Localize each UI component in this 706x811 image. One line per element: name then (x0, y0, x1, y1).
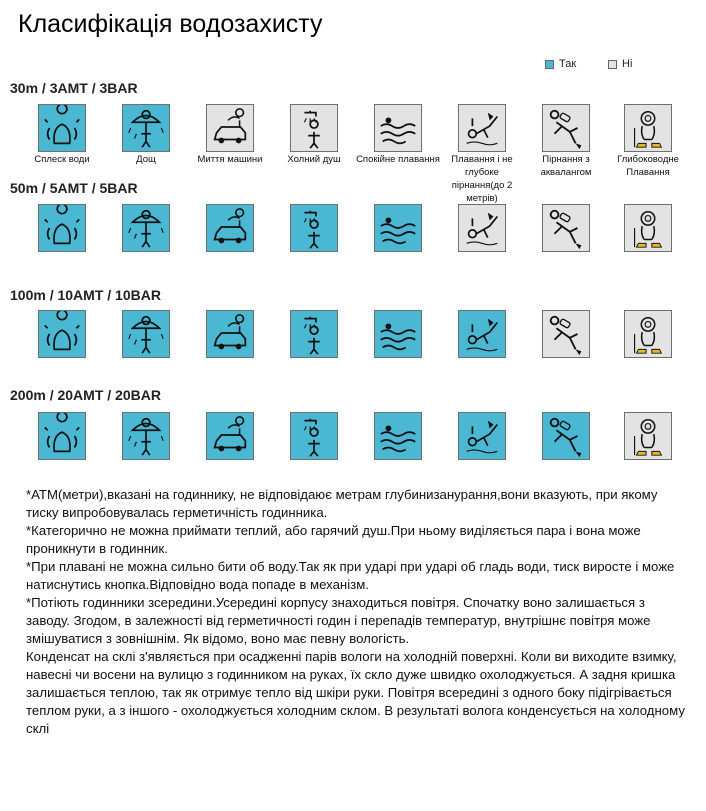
car-wash-icon-svg (207, 105, 253, 151)
activity-caption: Плавання і не глубоке пірнання(до 2 метрів) (451, 154, 513, 204)
deep-diving-icon (624, 204, 672, 252)
rain-icon-svg (123, 205, 169, 251)
car-wash-icon (206, 310, 254, 358)
cold-shower-icon (290, 310, 338, 358)
scuba-diving-icon-svg (543, 105, 589, 151)
page-title: Класифікація водозахисту (18, 10, 323, 38)
scuba-diving-icon-svg (543, 311, 589, 357)
note-atm: *АТМ(метри),вказані на годиннику, не відповідаює метрам глубинизанурання,вони вказують, при якому тиску випробовувалась герметичність годинника. (26, 487, 658, 520)
scuba-diving-icon-svg (543, 205, 589, 251)
water-splash-icon (38, 412, 86, 460)
calm-swimming-icon-svg (375, 205, 421, 251)
deep-diving-icon-svg (625, 311, 671, 357)
water-splash-icon-svg (39, 105, 85, 151)
scuba-diving-icon (542, 104, 590, 152)
deep-diving-icon-svg (625, 413, 671, 459)
car-wash-icon-svg (207, 205, 253, 251)
car-wash-icon (206, 204, 254, 252)
snorkeling-icon-svg (459, 311, 505, 357)
calm-swimming-icon (374, 310, 422, 358)
water-splash-icon-svg (39, 311, 85, 357)
deep-diving-icon (624, 104, 672, 152)
rain-icon-svg (123, 413, 169, 459)
cold-shower-icon-svg (291, 205, 337, 251)
activity-caption: Миття машини (197, 154, 263, 165)
cold-shower-icon (290, 412, 338, 460)
cold-shower-icon-svg (291, 105, 337, 151)
rain-icon (122, 104, 170, 152)
activity-caption: Дощ (136, 154, 156, 165)
water-splash-icon (38, 104, 86, 152)
legend-no-label: Ні (622, 58, 633, 70)
rain-icon-svg (123, 311, 169, 357)
row-label: 30m / 3AMT / 3BAR (10, 80, 138, 96)
row-label: 100m / 10AMT / 10BAR (10, 287, 161, 303)
scuba-diving-icon (542, 412, 590, 460)
note-condensation: Конденсат на склі з'являється при осадженні парів вологи на холодній поверхні. Коли ви виходите взимку, навесні чи восени на вулицю з годинником на руках, їх скло дуже швидко охолоджується. А задня кришка залишається теплою, так як отримує тепло від шкіри руки. Повітря всередині з одного боку підігрівається теплом руки, а з іншого - охолоджується холодним склом. В результаті волога конденсується на холодному склі (26, 649, 685, 736)
legend-no (608, 58, 632, 70)
calm-swimming-icon-svg (375, 413, 421, 459)
water-splash-icon (38, 204, 86, 252)
scuba-diving-icon (542, 310, 590, 358)
snorkeling-icon (458, 204, 506, 252)
row-label: 50m / 5AMT / 5BAR (10, 180, 138, 196)
water-splash-icon (38, 310, 86, 358)
rain-icon (122, 412, 170, 460)
car-wash-icon (206, 412, 254, 460)
snorkeling-icon-svg (459, 205, 505, 251)
snorkeling-icon (458, 104, 506, 152)
cold-shower-icon (290, 104, 338, 152)
activity-caption: Сплеск води (34, 154, 90, 165)
car-wash-icon-svg (207, 311, 253, 357)
water-splash-icon-svg (39, 413, 85, 459)
snorkeling-icon (458, 310, 506, 358)
activity-caption: Холний душ (287, 154, 341, 165)
row-label: 200m / 20AMT / 20BAR (10, 387, 161, 403)
legend-no-swatch (608, 60, 617, 69)
deep-diving-icon-svg (625, 105, 671, 151)
deep-diving-icon-svg (625, 205, 671, 251)
scuba-diving-icon (542, 204, 590, 252)
rain-icon-svg (123, 105, 169, 151)
legend-yes (545, 58, 576, 70)
calm-swimming-icon (374, 204, 422, 252)
snorkeling-icon-svg (459, 413, 505, 459)
activity-caption: Пірнання з аквалангом (540, 154, 592, 178)
legend-yes-swatch (545, 60, 554, 69)
rain-icon (122, 204, 170, 252)
calm-swimming-icon (374, 412, 422, 460)
cold-shower-icon (290, 204, 338, 252)
notes (26, 486, 686, 738)
calm-swimming-icon (374, 104, 422, 152)
water-splash-icon-svg (39, 205, 85, 251)
deep-diving-icon (624, 310, 672, 358)
activity-caption: Глибоководне Плавання (617, 154, 679, 178)
calm-swimming-icon-svg (375, 311, 421, 357)
car-wash-icon-svg (207, 413, 253, 459)
deep-diving-icon (624, 412, 672, 460)
note-fogging: *Потіють годинники зсередини.Усередині корпусу знаходиться повітря. Спочатку воно залишається з заводу. Згодом, в залежності від герметичності годин і перепадів температур, внутрішнє повітря може змішуватися з зовнішнім. Як відомо, воно має певну вологість. (26, 595, 651, 646)
cold-shower-icon-svg (291, 413, 337, 459)
rain-icon (122, 310, 170, 358)
cold-shower-icon-svg (291, 311, 337, 357)
car-wash-icon (206, 104, 254, 152)
note-shower: *Категорично не можна приймати теплий, або гарячий душ.При ньому виділяється пара і вона може проникнути в годинник. (26, 523, 641, 556)
calm-swimming-icon-svg (375, 105, 421, 151)
legend-yes-label: Так (559, 58, 577, 70)
snorkeling-icon (458, 412, 506, 460)
scuba-diving-icon-svg (543, 413, 589, 459)
snorkeling-icon-svg (459, 105, 505, 151)
activity-caption: Спокійне плавання (356, 154, 440, 165)
note-swimming: *При плавані не можна сильно бити об воду.Так як при ударі при ударі об гладь води, тиск виросте і може натиснутись кнопка.Відповідно вода попаде в механізм. (26, 559, 675, 592)
